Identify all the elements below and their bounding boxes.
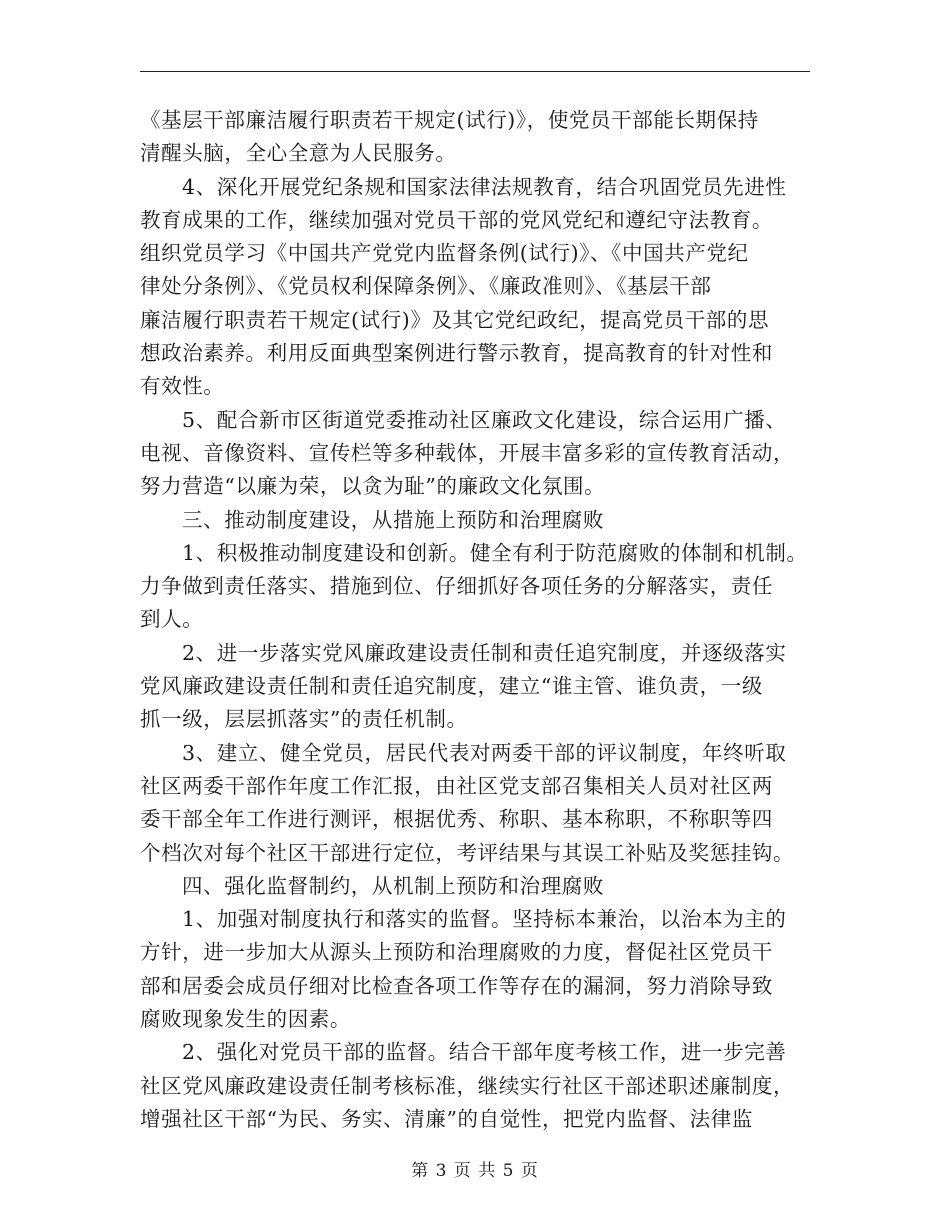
text-line: 清醒头脑，全心全意为人民服务。: [140, 141, 457, 166]
text-line: 到人。: [140, 607, 204, 632]
text-line: 抓一级，层层抓落实”的责任机制。: [140, 707, 468, 732]
text-line: 2、进一步落实党风廉政建设责任制和责任追究制度，并逐级落实: [182, 640, 787, 665]
text-line: 教育成果的工作，继续加强对党员干部的党风党纪和遵纪守法教育。: [140, 207, 773, 232]
text-line: 四、强化监督制约，从机制上预防和治理腐败: [182, 873, 604, 898]
text-line: 4、深化开展党纪条规和国家法律法规教育，结合巩固党员先进性: [182, 174, 787, 199]
text-line: 社区两委干部作年度工作汇报，由社区党支部召集相关人员对社区两: [140, 773, 773, 798]
text-line: 党风廉政建设责任制和责任追究制度，建立“谁主管、谁负责，一级: [140, 674, 763, 699]
text-line: 个档次对每个社区干部进行定位，考评结果与其误工补贴及奖惩挂钩。: [140, 840, 795, 865]
text-line: 增强社区干部“为民、务实、清廉”的自觉性，把党内监督、法律监: [140, 1106, 753, 1131]
text-line: 想政治素养。利用反面典型案例进行警示教育，提高教育的针对性和: [140, 341, 773, 366]
text-line: 努力营造“以廉为荣，以贪为耻”的廉政文化氛围。: [140, 474, 606, 499]
text-line: 2、强化对党员干部的监督。结合干部年度考核工作，进一步完善: [182, 1040, 787, 1065]
text-line: 廉洁履行职责若干规定(试行)》及其它党纪政纪，提高党员干部的思: [140, 307, 770, 332]
text-line: 力争做到责任落实、措施到位、仔细抓好各项任务的分解落实，责任: [140, 574, 773, 599]
text-line: 1、积极推动制度建设和创新。健全有利于防范腐败的体制和机制。: [182, 540, 808, 565]
text-line: 1、加强对制度执行和落实的监督。坚持标本兼治，以治本为主的: [182, 907, 787, 932]
document-body: [140, 104, 820, 1136]
text-line: 《基层干部廉洁履行职责若干规定(试行)》，使党员干部能长期保持: [140, 108, 759, 132]
text-line: 委干部全年工作进行测评，根据优秀、称职、基本称职，不称职等四: [140, 807, 773, 832]
text-line: 社区党风廉政建设责任制考核标准，继续实行社区干部述职述廉制度，: [140, 1073, 795, 1098]
text-line: 电视、音像资料、宣传栏等多种载体，开展丰富多彩的宣传教育活动，: [140, 440, 795, 465]
text-line: 3、建立、健全党员，居民代表对两委干部的评议制度，年终听取: [182, 740, 787, 765]
header-rule: [140, 71, 810, 72]
text-line: 组织党员学习《中国共产党党内监督条例(试行)》、《中国共产党纪: [140, 241, 749, 266]
text-line: 方针，进一步加大从源头上预防和治理腐败的力度，督促社区党员干: [140, 940, 773, 965]
text-line: 部和居委会成员仔细对比检查各项工作等存在的漏洞，努力消除导致: [140, 973, 773, 998]
text-line: 腐败现象发生的因素。: [140, 1007, 351, 1032]
text-line: 5、配合新市区街道党委推动社区廉政文化建设，综合运用广播、: [182, 407, 787, 432]
page-number-footer: 第 3 页 共 5 页: [411, 1161, 539, 1181]
text-line: 有效性。: [140, 374, 225, 399]
text-line: 律处分条例》、《党员权利保障条例》、《廉政准则》、《基层干部: [140, 274, 712, 299]
text-line: 三、推动制度建设，从措施上预防和治理腐败: [182, 507, 604, 532]
